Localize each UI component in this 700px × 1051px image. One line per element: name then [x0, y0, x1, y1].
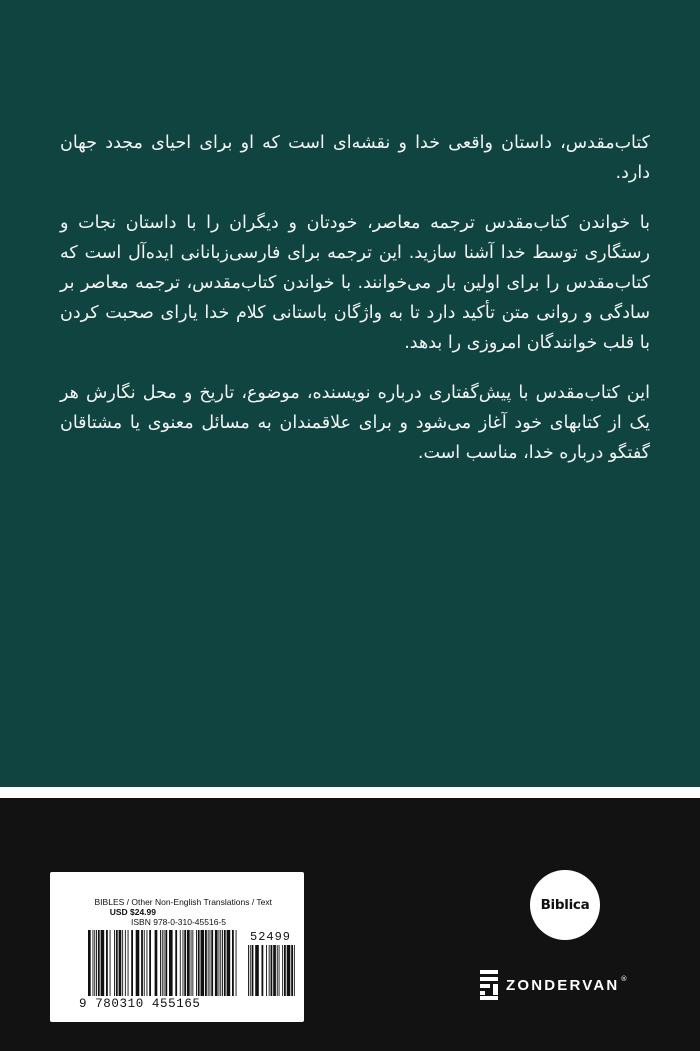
barcode-bar	[192, 930, 193, 996]
barcode-bar	[131, 930, 133, 996]
barcode-bar	[96, 930, 97, 996]
barcode-bar	[219, 930, 220, 996]
registered-mark: ®	[620, 975, 628, 983]
barcode-bar	[184, 930, 186, 996]
barcode-bar	[201, 930, 205, 996]
barcode-bar	[284, 945, 286, 996]
bisac-category: BIBLES / Other Non-English Translations / Text	[94, 897, 272, 907]
barcode-bar	[198, 930, 200, 996]
barcode-bar	[88, 930, 91, 996]
biblica-wordmark: Biblica	[540, 897, 590, 913]
barcode-bar	[187, 930, 190, 996]
blurb-paragraph-3: این کتاب‌مقدس با پیش‌گفتاری درباره نویسنده، موضوع، تاریخ و محل نگارش هر یک از کتابهای خود آغاز می‌شود و برای علاقمندان به مسائل معنوی یا مشتاقان گفتگو درباره خدا، مناسب است.	[60, 383, 650, 463]
price-supplement-number: 52499	[250, 930, 292, 944]
blurb-paragraph-2: با خواندن کتاب‌مقدس ترجمه معاصر، خودتان و دیگران را با داستان نجات و رستگاری توسط خدا آشنا سازید. این ترجمه برای فارسی‌زبانانی ایده‌آل است که کتاب‌مقدس را برای اولین بار می‌خوانند. با خواندن کتاب‌مقدس، ترجمه معاصر بر سادگی و روانی متن تأکید دارد تا به واژگان باستانی کلام خدا یارای صحبت کردن با قلب خوانندگان امروزی را بدهد.	[60, 213, 650, 353]
barcode-bar	[269, 945, 270, 996]
barcode-bar	[164, 930, 165, 996]
barcode-bar	[155, 930, 158, 996]
ean13-barcode	[88, 930, 240, 996]
biblica-logo	[530, 870, 600, 940]
barcode-bar	[122, 930, 123, 996]
barcode-bar	[114, 930, 115, 996]
barcode-bar	[119, 930, 122, 996]
barcode-bar	[94, 930, 95, 996]
barcode-bar	[116, 930, 118, 996]
barcode-bar	[250, 945, 251, 996]
barcode-bar	[169, 930, 173, 996]
barcode-bar	[183, 930, 184, 996]
barcode-bar	[291, 945, 293, 996]
blurb-paragraph-1: کتاب‌مقدس، داستان واقعی خدا و نقشه‌ای است که او برای احیای مجدد جهان دارد.	[60, 133, 650, 183]
supplement-barcode	[248, 945, 298, 996]
barcode-bar	[147, 930, 148, 996]
barcode-bar	[196, 930, 197, 996]
barcode-bar	[220, 930, 221, 996]
barcode-bar	[149, 930, 151, 996]
barcode-bar	[175, 930, 177, 996]
barcode-bar	[215, 930, 218, 996]
barcode-bar	[252, 945, 254, 996]
barcode-label	[50, 872, 304, 1022]
barcode-bar	[277, 945, 278, 996]
barcode-bar	[210, 930, 211, 996]
barcode-bar	[162, 930, 163, 996]
barcode-bar	[208, 930, 209, 996]
barcode-bar	[271, 945, 273, 996]
barcode-bar	[136, 930, 140, 996]
barcode-bar	[232, 930, 234, 996]
barcode-bar	[248, 945, 249, 996]
barcode-bar	[110, 930, 111, 996]
barcode-bar	[93, 930, 94, 996]
barcode-bar	[273, 945, 276, 996]
barcode-bar	[205, 930, 207, 996]
barcode-bar	[211, 930, 213, 996]
barcode-bar	[236, 930, 237, 996]
barcode-bar	[282, 945, 283, 996]
barcode-bar	[294, 945, 295, 996]
barcode-bar	[98, 930, 100, 996]
barcode-bar	[144, 930, 145, 996]
barcode-bar	[101, 930, 105, 996]
zondervan-wordmark: ZONDERVAN	[506, 976, 620, 994]
white-divider	[0, 787, 700, 798]
barcode-bar	[287, 945, 291, 996]
barcode-bar	[106, 930, 108, 996]
zondervan-logo	[480, 970, 627, 1000]
barcode-bar	[141, 930, 143, 996]
barcode-bar	[227, 930, 231, 996]
barcode-bar	[128, 930, 129, 996]
cover-blurb	[60, 128, 650, 488]
barcode-bar	[180, 930, 181, 996]
barcode-bar	[165, 930, 167, 996]
barcode-bar	[160, 930, 161, 996]
barcode-bar	[279, 945, 280, 996]
isbn-text: ISBN 978-0-310-45516-5	[131, 917, 226, 927]
barcode-digits: 9 780310 455165	[79, 997, 201, 1011]
barcode-bar	[266, 945, 267, 996]
barcode-bar	[255, 945, 259, 996]
barcode-bar	[262, 945, 264, 996]
barcode-bar	[125, 930, 126, 996]
barcode-bar	[222, 930, 223, 996]
barcode-bar	[191, 930, 192, 996]
barcode-bar	[224, 930, 226, 996]
price-text: USD $24.99	[109, 907, 156, 917]
zondervan-mark-icon	[480, 970, 498, 1000]
